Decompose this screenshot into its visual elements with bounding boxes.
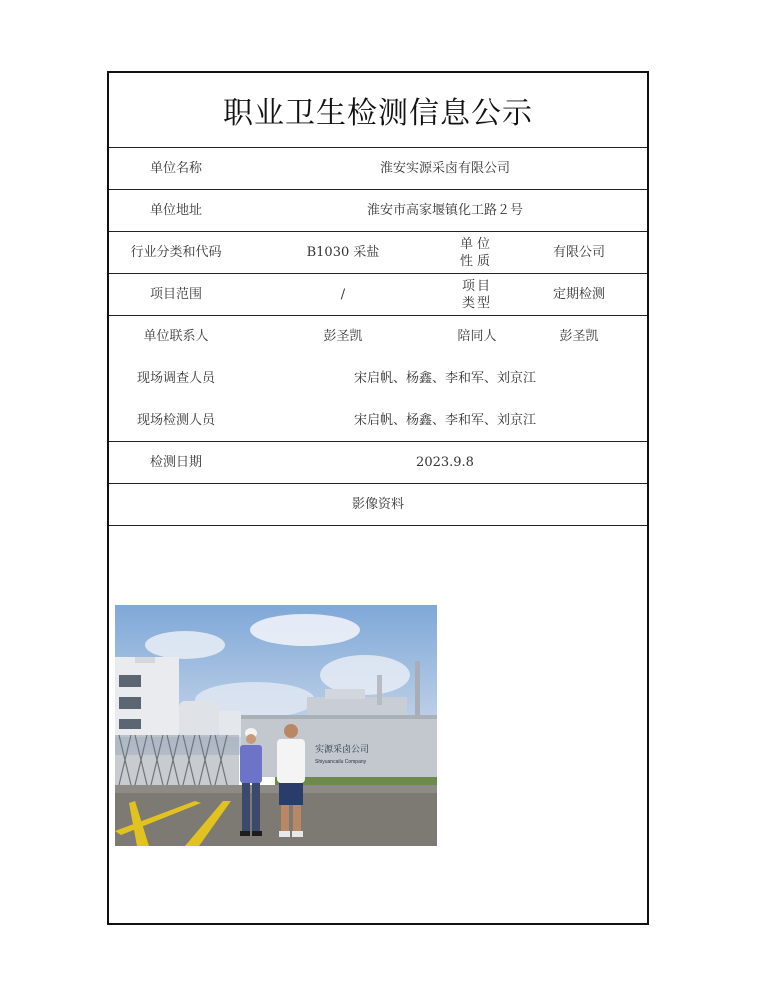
site-photo <box>115 605 437 846</box>
project-scope-value: / <box>340 287 346 302</box>
unit-nature-label: 单位性质 <box>459 236 494 269</box>
divider <box>109 525 647 526</box>
unit-name-label: 单位名称 <box>149 161 202 176</box>
photo-sign-text: 实源采卤公司 <box>315 744 370 754</box>
test-staff-label: 现场检测人员 <box>136 413 215 428</box>
unit-address-label: 单位地址 <box>149 203 202 218</box>
test-date-value: 2023.9.8 <box>416 455 474 470</box>
test-staff-value: 宋启帆、杨鑫、李和军、刘京江 <box>353 413 536 428</box>
image-section-label: 影像资料 <box>351 497 404 512</box>
contact-value: 彭圣凯 <box>323 329 363 344</box>
contact-label: 单位联系人 <box>143 329 209 344</box>
project-type-label: 项目类型 <box>461 278 492 311</box>
unit-nature-value: 有限公司 <box>552 245 605 260</box>
test-date-label: 检测日期 <box>149 455 202 470</box>
industry-value: B1030 采盐 <box>306 245 380 260</box>
escort-value: 彭圣凯 <box>559 329 599 344</box>
unit-address-value: 淮安市高家堰镇化工路２号 <box>366 203 523 218</box>
photo-sign-subtext: Shiyuancailu Company <box>315 759 367 765</box>
survey-staff-value: 宋启帆、杨鑫、李和军、刘京江 <box>353 371 536 386</box>
industry-label: 行业分类和代码 <box>130 245 222 260</box>
project-scope-label: 项目范围 <box>149 287 202 302</box>
project-type-value: 定期检测 <box>552 287 605 302</box>
notice-table <box>107 71 649 925</box>
survey-staff-label: 现场调查人员 <box>136 371 215 386</box>
unit-name-value: 淮安实源采卤有限公司 <box>379 161 510 176</box>
escort-label: 陪同人 <box>457 329 497 344</box>
page-title: 职业卫生检测信息公示 <box>223 96 533 131</box>
